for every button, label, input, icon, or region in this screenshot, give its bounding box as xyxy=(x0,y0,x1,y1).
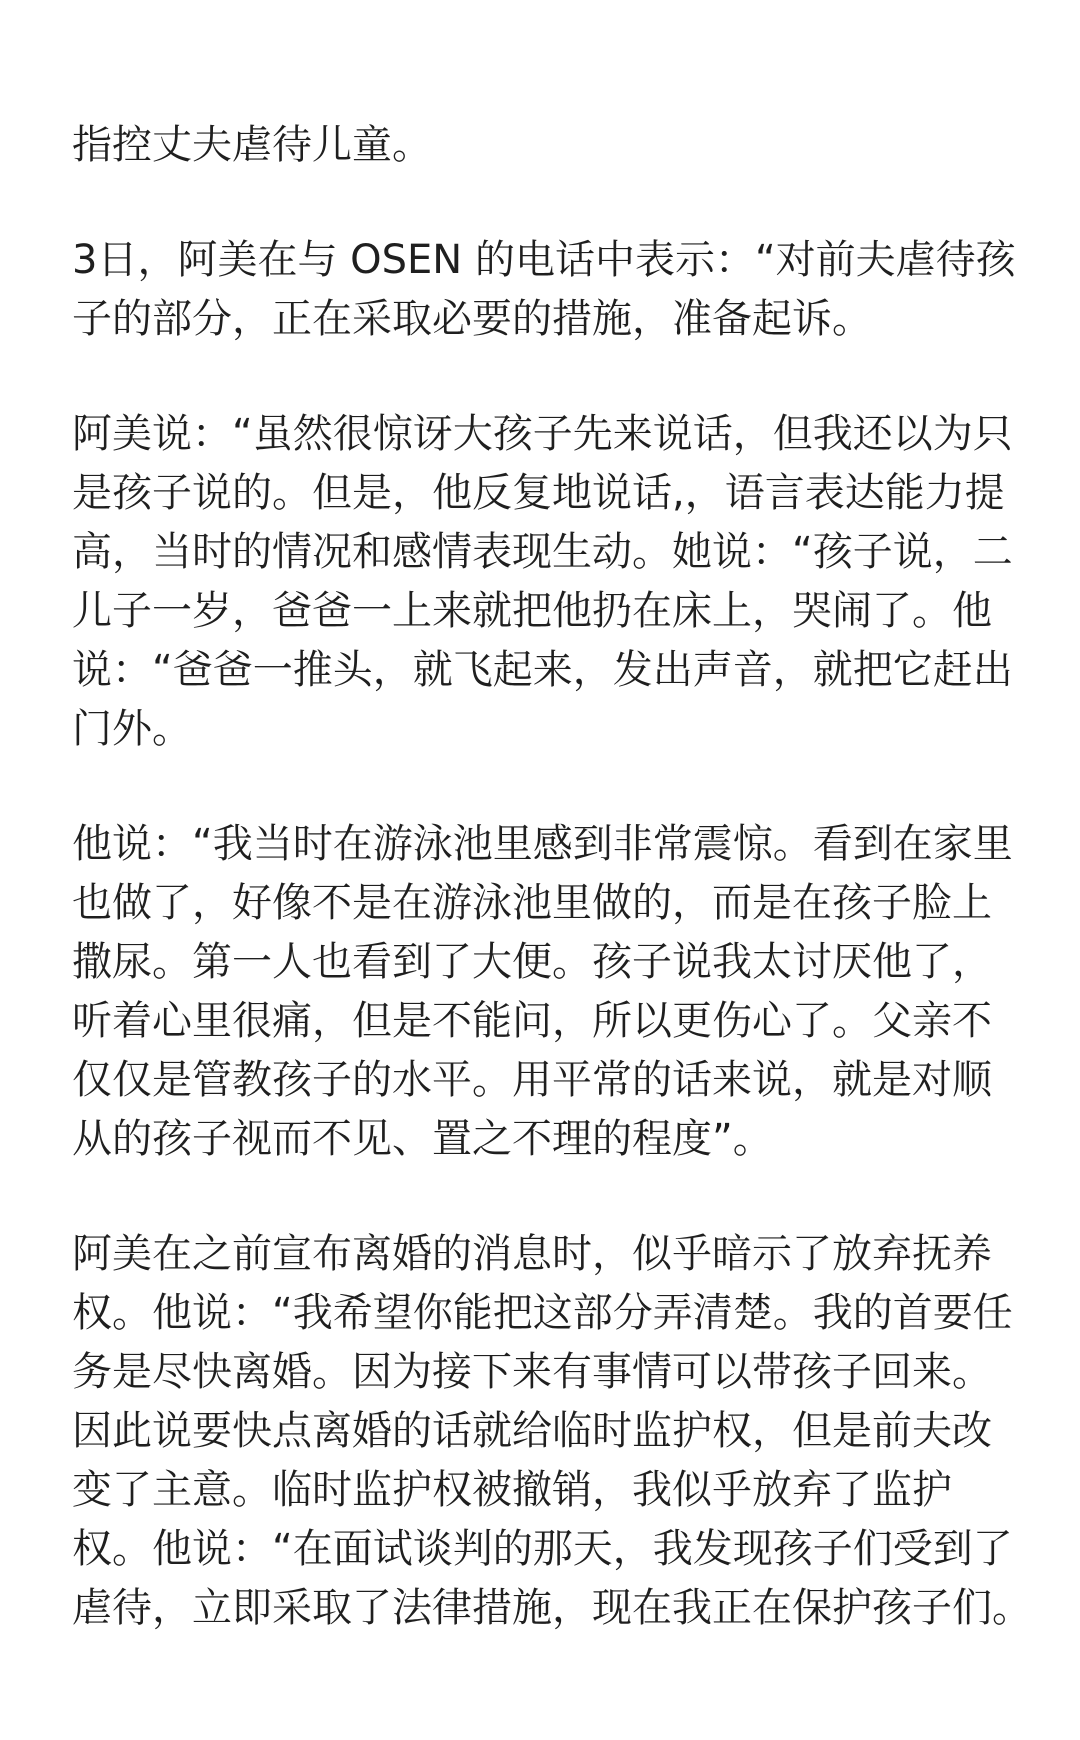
article-body xyxy=(72,116,1032,1638)
paragraph-line: 他说：“我当时在游泳池里感到非常震惊。看到在家里 xyxy=(72,821,1013,867)
paragraph-line: 也做了，好像不是在游泳池里做的，而是在孩子脸上 xyxy=(72,880,992,926)
paragraph-gap xyxy=(72,175,1012,231)
paragraph-line: 仅仅是管教孩子的水平。用平常的话来说，就是对顺 xyxy=(72,1057,992,1103)
paragraph-line: 虐待，立即采取了法律措施，现在我正在保护孩子们。 xyxy=(72,1585,1032,1631)
paragraph-line: 阿美在之前宣布离婚的消息时，似乎暗示了放弃抚养 xyxy=(72,1231,992,1277)
paragraph-line: 因此说要快点离婚的话就给临时监护权，但是前夫改 xyxy=(72,1408,992,1454)
paragraph-line: 变了主意。临时监护权被撤销，我似乎放弃了监护 xyxy=(72,1467,952,1513)
paragraph-1 xyxy=(72,116,1012,175)
paragraph-line: 务是尽快离婚。因为接下来有事情可以带孩子回来。 xyxy=(72,1349,992,1395)
paragraph-line: 是孩子说的。但是，他反复地说话,，语言表达能力提 xyxy=(72,470,1005,516)
paragraph-line: 指控丈夫虐待儿童。 xyxy=(72,122,432,168)
paragraph-line: 儿子一岁，爸爸一上来就把他扔在床上，哭闹了。他 xyxy=(72,588,992,634)
paragraph-line: 门外。 xyxy=(72,706,192,752)
paragraph-line: 权。他说：“我希望你能把这部分弄清楚。我的首要任 xyxy=(72,1290,1013,1336)
paragraph-3 xyxy=(72,405,1012,759)
paragraph-5 xyxy=(72,1225,1032,1638)
paragraph-gap xyxy=(72,349,1012,405)
paragraph-gap xyxy=(72,759,1012,815)
paragraph-gap xyxy=(72,1169,1012,1225)
paragraph-line: 从的孩子视而不见、置之不理的程度”。 xyxy=(72,1116,773,1162)
paragraph-line: 阿美说：“虽然很惊讶大孩子先来说话，但我还以为只 xyxy=(72,411,1013,457)
paragraph-line: 说：“爸爸一推头，就飞起来，发出声音，就把它赶出 xyxy=(72,647,1013,693)
paragraph-line: 撒尿。第一人也看到了大便。孩子说我太讨厌他了， xyxy=(72,939,992,985)
paragraph-4 xyxy=(72,815,1012,1169)
paragraph-line: 高，当时的情况和感情表现生动。她说：“孩子说，二 xyxy=(72,529,1013,575)
paragraph-line: 3日，阿美在与 OSEN 的电话中表示：“对前夫虐待孩 xyxy=(72,237,1016,283)
paragraph-line: 听着心里很痛，但是不能问，所以更伤心了。父亲不 xyxy=(72,998,992,1044)
paragraph-2 xyxy=(72,231,1016,349)
paragraph-line: 子的部分，正在采取必要的措施，准备起诉。 xyxy=(72,296,872,342)
paragraph-line: 权。他说：“在面试谈判的那天，我发现孩子们受到了 xyxy=(72,1526,1013,1572)
